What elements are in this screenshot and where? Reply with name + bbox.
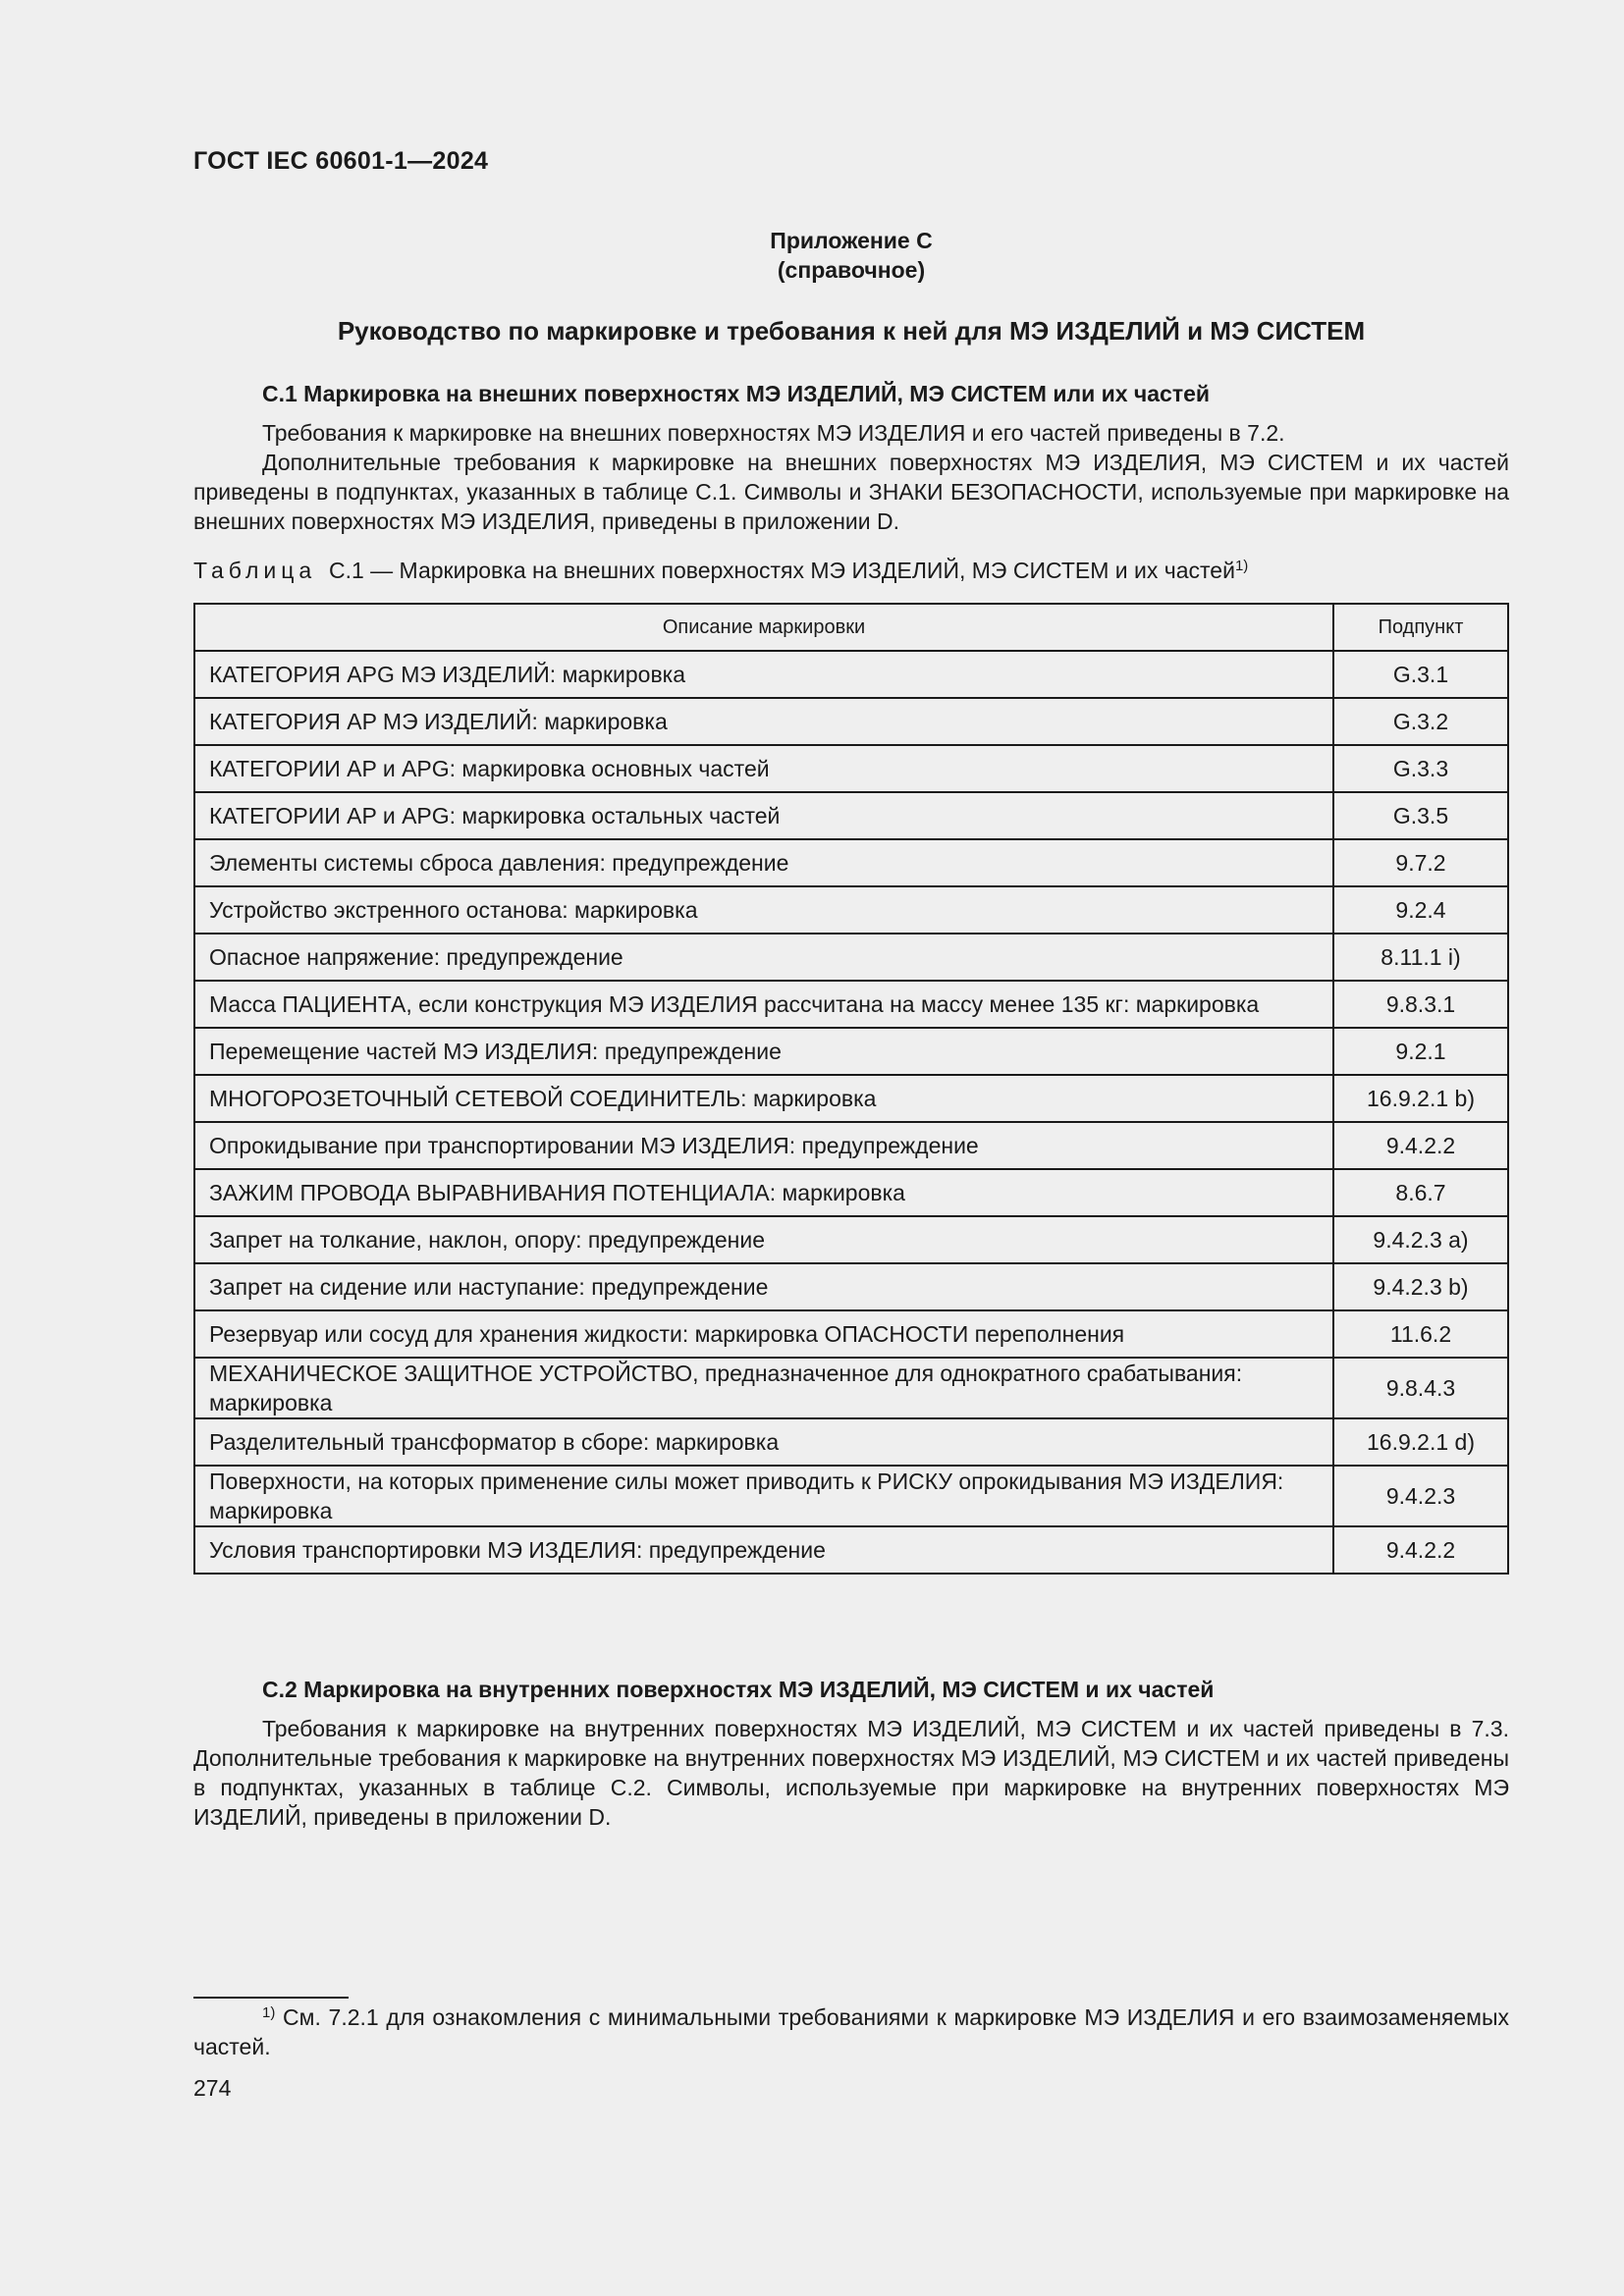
- marking-description-cell: Запрет на толкание, наклон, опору: предупреждение: [194, 1216, 1333, 1263]
- subclause-cell: 9.4.2.2: [1333, 1526, 1508, 1574]
- marking-description-cell: Запрет на сидение или наступание: предупреждение: [194, 1263, 1333, 1310]
- table-row: [194, 1263, 1508, 1310]
- subclause-cell: 9.8.3.1: [1333, 981, 1508, 1028]
- table-row: [194, 1122, 1508, 1169]
- table-body: [194, 651, 1508, 1574]
- document-code: ГОСТ IEC 60601-1—2024: [193, 147, 489, 175]
- marking-description-cell: Опасное напряжение: предупреждение: [194, 934, 1333, 981]
- marking-description-cell: МНОГОРОЗЕТОЧНЫЙ СЕТЕВОЙ СОЕДИНИТЕЛЬ: маркировка: [194, 1075, 1333, 1122]
- subclause-cell: 16.9.2.1 b): [1333, 1075, 1508, 1122]
- section-c2-body: [193, 1714, 1509, 1832]
- footnote-rule: [193, 1997, 349, 1999]
- subclause-cell: 9.7.2: [1333, 839, 1508, 886]
- marking-description-cell: Разделительный трансформатор в сборе: маркировка: [194, 1418, 1333, 1466]
- footnote-text: См. 7.2.1 для ознакомления с минимальными требованиями к маркировке МЭ ИЗДЕЛИЯ и его взаимозаменяемых частей.: [193, 2004, 1509, 2059]
- appendix-heading: [193, 226, 1509, 285]
- marking-description-cell: КАТЕГОРИИ AP и APG: маркировка основных частей: [194, 745, 1333, 792]
- subclause-cell: 16.9.2.1 d): [1333, 1418, 1508, 1466]
- table-row: [194, 981, 1508, 1028]
- table-row: [194, 1075, 1508, 1122]
- marking-description-cell: ЗАЖИМ ПРОВОДА ВЫРАВНИВАНИЯ ПОТЕНЦИАЛА: маркировка: [194, 1169, 1333, 1216]
- table-row: [194, 1418, 1508, 1466]
- table-row: [194, 1358, 1508, 1418]
- table-row: [194, 792, 1508, 839]
- marking-description-cell: КАТЕГОРИИ AP и APG: маркировка остальных частей: [194, 792, 1333, 839]
- subclause-cell: 9.4.2.3 a): [1333, 1216, 1508, 1263]
- marking-description-cell: Устройство экстренного останова: маркировка: [194, 886, 1333, 934]
- section-c1-body: [193, 418, 1509, 536]
- marking-description-cell: Масса ПАЦИЕНТА, если конструкция МЭ ИЗДЕЛИЯ рассчитана на массу менее 135 кг: маркировка: [194, 981, 1333, 1028]
- subclause-cell: 8.6.7: [1333, 1169, 1508, 1216]
- section-c2-heading: С.2 Маркировка на внутренних поверхностях МЭ ИЗДЕЛИЙ, МЭ СИСТЕМ и их частей: [262, 1677, 1215, 1702]
- table-row: [194, 1310, 1508, 1358]
- marking-description-cell: КАТЕГОРИЯ AP МЭ ИЗДЕЛИЙ: маркировка: [194, 698, 1333, 745]
- table-row: [194, 1028, 1508, 1075]
- marking-table: [193, 603, 1509, 1575]
- section-c2-paragraph-1: Требования к маркировке на внутренних поверхностях МЭ ИЗДЕЛИЙ, МЭ СИСТЕМ и их частей приведены в 7.3. Дополнительные требования к маркировке на внутренних поверхностях МЭ ИЗДЕЛИЙ, МЭ СИСТЕМ и их частей приведены в подпунктах, указанных в таблице С.2. Символы, используемые при маркировке на внутренних поверхностях МЭ ИЗДЕЛИЙ, приведены в приложении D.: [193, 1716, 1509, 1830]
- main-title: Руководство по маркировке и требования к ней для МЭ ИЗДЕЛИЙ и МЭ СИСТЕМ: [337, 316, 1366, 346]
- section-c1-heading: С.1 Маркировка на внешних поверхностях МЭ ИЗДЕЛИЙ, МЭ СИСТЕМ или их частей: [262, 381, 1211, 406]
- marking-description-cell: КАТЕГОРИЯ APG МЭ ИЗДЕЛИЙ: маркировка: [194, 651, 1333, 698]
- table-row: [194, 651, 1508, 698]
- table-row: [194, 1216, 1508, 1263]
- subclause-cell: 9.2.4: [1333, 886, 1508, 934]
- table-row: [194, 839, 1508, 886]
- table-row: [194, 1466, 1508, 1526]
- subclause-cell: 9.4.2.2: [1333, 1122, 1508, 1169]
- subclause-cell: G.3.5: [1333, 792, 1508, 839]
- table-caption-text: С.1 — Маркировка на внешних поверхностях МЭ ИЗДЕЛИЙ, МЭ СИСТЕМ и их частей: [328, 558, 1235, 583]
- section-c1-paragraph-1: Требования к маркировке на внешних поверхностях МЭ ИЗДЕЛИЯ и его частей приведены в 7.2.: [262, 420, 1285, 446]
- subclause-cell: G.3.3: [1333, 745, 1508, 792]
- table-row: [194, 745, 1508, 792]
- subclause-cell: G.3.2: [1333, 698, 1508, 745]
- footnote: [193, 2002, 1509, 2061]
- table-row: [194, 886, 1508, 934]
- appendix-kind: (справочное): [777, 257, 926, 283]
- marking-description-cell: МЕХАНИЧЕСКОЕ ЗАЩИТНОЕ УСТРОЙСТВО, предназначенное для однократного срабатывания: маркировка: [194, 1358, 1333, 1418]
- subclause-cell: 9.4.2.3: [1333, 1466, 1508, 1526]
- table-row: [194, 934, 1508, 981]
- table-caption-label: Таблица: [193, 558, 317, 583]
- footnote-mark: 1): [262, 2004, 276, 2021]
- subclause-cell: 9.8.4.3: [1333, 1358, 1508, 1418]
- marking-description-cell: Условия транспортировки МЭ ИЗДЕЛИЯ: предупреждение: [194, 1526, 1333, 1574]
- marking-description-cell: Элементы системы сброса давления: предупреждение: [194, 839, 1333, 886]
- marking-description-cell: Опрокидывание при транспортировании МЭ ИЗДЕЛИЯ: предупреждение: [194, 1122, 1333, 1169]
- table-row: [194, 1169, 1508, 1216]
- subclause-cell: 9.2.1: [1333, 1028, 1508, 1075]
- marking-description-cell: Резервуар или сосуд для хранения жидкости: маркировка ОПАСНОСТИ переполнения: [194, 1310, 1333, 1358]
- subclause-cell: 11.6.2: [1333, 1310, 1508, 1358]
- subclause-cell: 9.4.2.3 b): [1333, 1263, 1508, 1310]
- table-header-row: [194, 604, 1508, 651]
- appendix-title: Приложение С: [770, 228, 933, 253]
- table-caption-footnote-ref: 1): [1234, 558, 1249, 574]
- table-row: [194, 1526, 1508, 1574]
- table-row: [194, 698, 1508, 745]
- section-c1-paragraph-2: Дополнительные требования к маркировке на внешних поверхностях МЭ ИЗДЕЛИЯ, МЭ СИСТЕМ и их частей приведены в подпунктах, указанных в таблице С.1. Символы и ЗНАКИ БЕЗОПАСНОСТИ, используемые при маркировке на внешних поверхностях МЭ ИЗДЕЛИЯ, приведены в приложении D.: [193, 450, 1509, 534]
- page-number: 274: [193, 2075, 232, 2101]
- column-header-subclause: Подпункт: [1333, 604, 1508, 651]
- column-header-description: Описание маркировки: [194, 604, 1333, 651]
- marking-description-cell: Перемещение частей МЭ ИЗДЕЛИЯ: предупреждение: [194, 1028, 1333, 1075]
- subclause-cell: 8.11.1 i): [1333, 934, 1508, 981]
- marking-description-cell: Поверхности, на которых применение силы может приводить к РИСКУ опрокидывания МЭ ИЗДЕЛИЯ: маркировка: [194, 1466, 1333, 1526]
- table-caption: [193, 558, 1248, 584]
- subclause-cell: G.3.1: [1333, 651, 1508, 698]
